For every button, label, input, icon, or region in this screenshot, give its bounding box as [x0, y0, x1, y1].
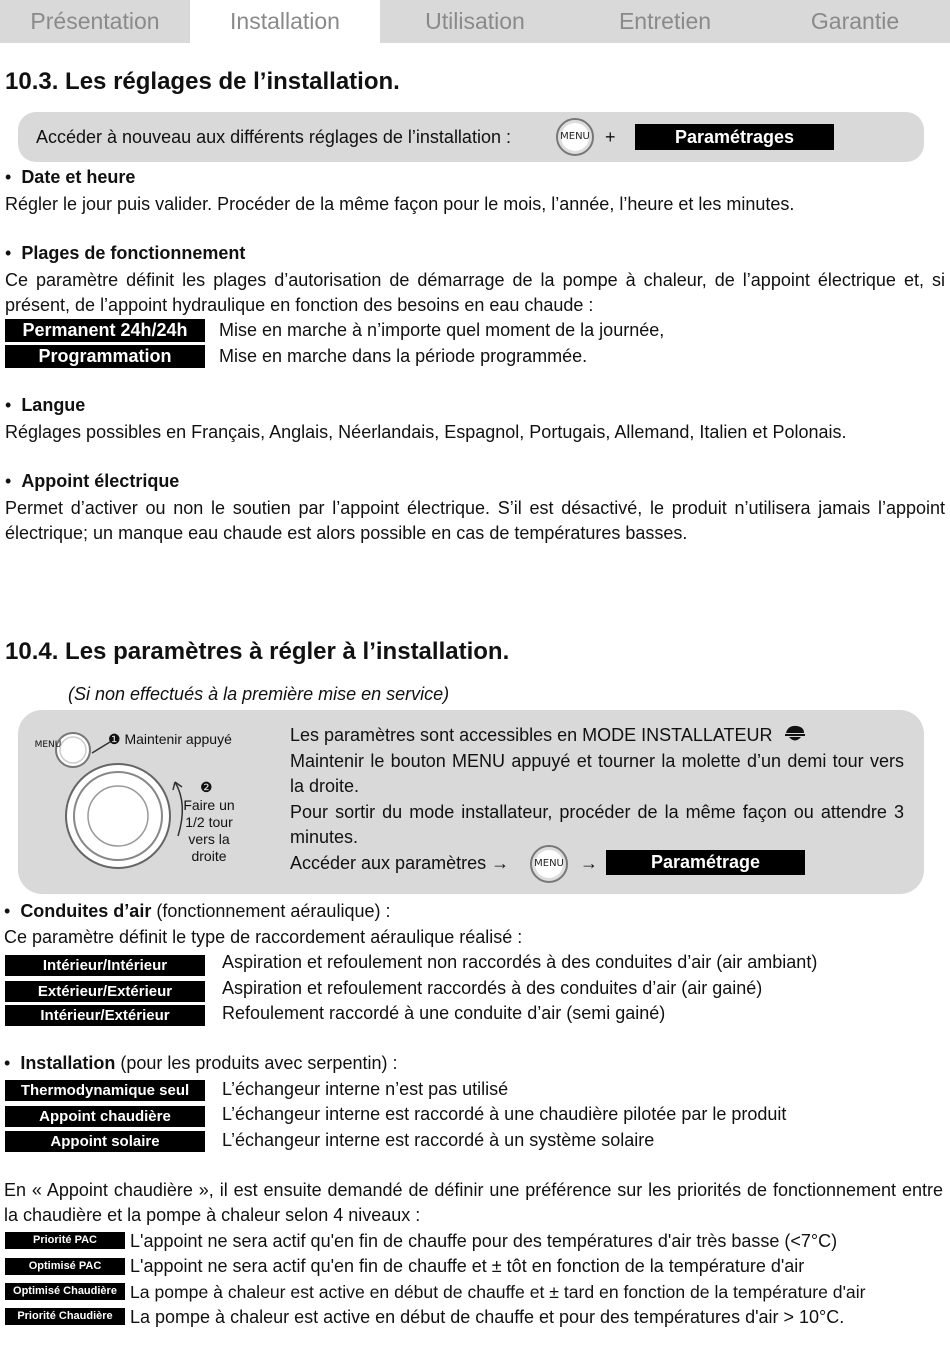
- step1-label: ❶ Maintenir appuyé: [108, 731, 232, 747]
- plus-sign: +: [605, 127, 616, 147]
- option-ext-ext: Extérieur/Extérieur: [5, 981, 205, 1002]
- option-chaudiere-desc: L’échangeur interne est raccordé à une chaudière pilotée par le produit: [222, 1104, 787, 1124]
- chaudiere-text: En « Appoint chaudière », il est ensuite demandé de définir une préférence sur les priorités de fonctionnement entre la chaudière et la pompe à chaleur selon 4 niveaux :: [4, 1180, 943, 1225]
- bullet-installation: • Installation (pour les produits avec serpentin) :: [4, 1053, 398, 1073]
- plages-text: Ce paramètre définit les plages d’autorisation de démarrage de la pompe à chaleur, de l’appoint électrique et, si présent, de l’appoint hydraulique en fonction des besoins en eau chaude :: [5, 270, 945, 315]
- tab-entretien[interactable]: Entretien: [618, 8, 712, 34]
- option-programmation: Programmation: [5, 345, 205, 368]
- optimise-chaudiere: Optimisé Chaudière: [5, 1283, 125, 1300]
- option-programmation-desc: Mise en marche dans la période programmée.: [219, 346, 588, 366]
- option-solaire: Appoint solaire: [5, 1131, 205, 1152]
- appoint-text: Permet d’activer ou non le soutien par l’appoint électrique. S’il est désactivé, le produit n’utilisera jamais l’appoint électrique; un manque eau chaude est alors possible en cas de températures basses.: [5, 498, 945, 543]
- optimise-pac: Optimisé PAC: [5, 1258, 125, 1275]
- exit-text: Pour sortir du mode installateur, procéder de la même façon ou attendre 3 minutes.: [290, 802, 904, 847]
- option-permanent: Permanent 24h/24h: [5, 319, 205, 342]
- date-text: Régler le jour puis valider. Procéder de la même façon pour le mois, l’année, l’heure et les minutes.: [5, 194, 795, 214]
- option-permanent-desc: Mise en marche à n’importe quel moment de la journée,: [219, 320, 665, 340]
- bullet-appoint: • Appoint électrique: [5, 471, 180, 491]
- priority-chaudiere-desc: La pompe à chaleur est active en début de chauffe et pour des températures d'air > 10°C.: [130, 1307, 845, 1327]
- installer-icon: [783, 724, 807, 744]
- access-text: Accéder à nouveau aux différents réglages de l’installation :: [36, 127, 511, 147]
- priority-pac: Priorité PAC: [5, 1232, 125, 1249]
- tab-bar: [0, 0, 950, 43]
- menu-button-icon-2: MENU: [530, 845, 568, 883]
- bullet-langue: • Langue: [5, 395, 86, 415]
- section-title-10-3: 10.3. Les réglages de l’installation.: [5, 68, 400, 95]
- access-params-text: Accéder aux paramètres →: [290, 853, 510, 873]
- parametrage-button: Paramétrage: [606, 850, 805, 875]
- option-thermo-desc: L’échangeur interne n’est pas utilisé: [222, 1079, 509, 1099]
- priority-pac-desc: L'appoint ne sera actif qu'en fin de chauffe pour des températures d'air très basse (<7°C): [130, 1231, 838, 1251]
- conduits-text: Ce paramètre définit le type de raccordement aéraulique réalisé :: [4, 927, 523, 947]
- mode-line: Les paramètres sont accessibles en MODE INSTALLATEUR: [290, 723, 807, 748]
- bullet-date: • Date et heure: [5, 167, 136, 187]
- bullet-plages: • Plages de fonctionnement: [5, 243, 246, 263]
- option-int-ext-desc: Refoulement raccordé à une conduite d’air (semi gainé): [222, 1003, 666, 1023]
- section-title-10-4: 10.4. Les paramètres à régler à l’installation.: [5, 638, 510, 665]
- arrow-icon: →: [580, 853, 598, 873]
- maintain-text: Maintenir le bouton MENU appuyé et tourner la molette d’un demi tour vers la droite.: [290, 751, 904, 796]
- step2-label: Faire un 1/2 tour vers la droite: [183, 797, 235, 864]
- option-solaire-desc: L’échangeur interne est raccordé à un système solaire: [222, 1130, 655, 1150]
- priority-chaudiere: Priorité Chaudière: [5, 1308, 125, 1325]
- option-ext-ext-desc: Aspiration et refoulement raccordés à des conduites d’air (air gainé): [222, 978, 763, 998]
- option-int-int: Intérieur/Intérieur: [5, 955, 205, 976]
- parametrages-button: Paramétrages: [635, 124, 834, 150]
- bullet-conduits: • Conduites d’air (fonctionnement aéraulique) :: [4, 901, 391, 921]
- menu-button-circle: [56, 733, 90, 767]
- tab-presentation[interactable]: Présentation: [30, 8, 160, 34]
- menu-button-icon: MENU: [556, 118, 594, 156]
- option-thermo: Thermodynamique seul: [5, 1080, 205, 1101]
- optimise-chaudiere-desc: La pompe à chaleur est active en début de chauffe et ± tard en fonction de la température d'air: [130, 1282, 866, 1302]
- optimise-pac-desc: L'appoint ne sera actif qu'en fin de chauffe et ± tôt en fonction de la température d'air: [130, 1256, 805, 1276]
- option-int-ext: Intérieur/Extérieur: [5, 1005, 205, 1026]
- section-subtitle: (Si non effectués à la première mise en service): [68, 684, 450, 704]
- option-int-int-desc: Aspiration et refoulement non raccordés à des conduites d’air (air ambiant): [222, 952, 818, 972]
- step2-number: ❷: [200, 779, 213, 795]
- tab-utilisation[interactable]: Utilisation: [425, 8, 525, 34]
- tab-garantie[interactable]: Garantie: [810, 8, 900, 34]
- option-chaudiere: Appoint chaudière: [5, 1106, 205, 1127]
- menu-label: MENU: [34, 740, 62, 750]
- langue-text: Réglages possibles en Français, Anglais, Néerlandais, Espagnol, Portugais, Allemand, Italien et Polonais.: [5, 422, 847, 442]
- tab-installation[interactable]: Installation: [190, 0, 380, 43]
